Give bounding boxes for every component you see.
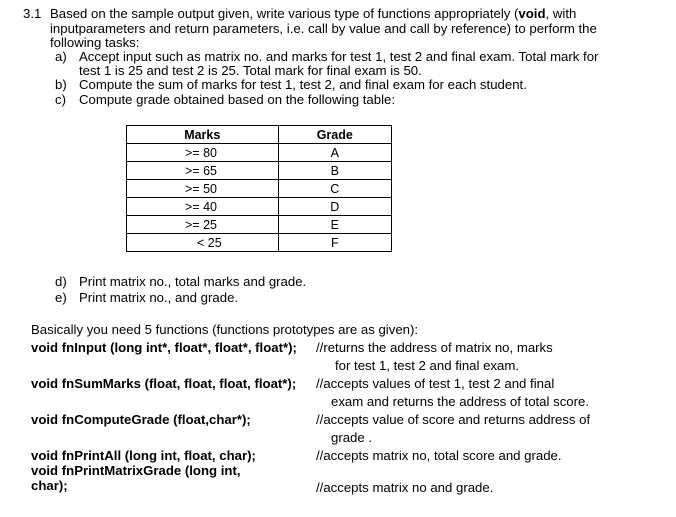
task-a-marker: a) [55,49,67,64]
question-intro-line2: inputparameters and return parameters, i.e. call by value and call by reference) to perform the [50,21,597,36]
grade-cell: D [278,198,391,216]
intro-text-end: , with [545,6,577,21]
table-row [127,180,392,198]
question-number: 3.1 [23,6,42,21]
task-c-marker: c) [55,92,66,107]
prototype-fnprintmatrixgrade-line1: void fnPrintMatrixGrade (long int, [31,463,241,478]
task-e-marker: e) [55,290,67,305]
table-row [127,162,392,180]
intro-void-keyword: void [518,6,546,21]
header-grade: Grade [278,126,391,144]
table-row [127,144,392,162]
prototype-fncomputegrade: void fnComputeGrade (float,char*); [31,412,251,427]
comment-fncomputegrade-line1: //accepts value of score and returns address of [316,412,591,427]
question-intro-line1 [50,6,576,21]
prototype-fnprintmatrixgrade-line2: char); [31,478,68,493]
intro-text: Based on the sample output given, write various type of functions appropriately ( [50,6,519,21]
grade-cell: F [278,234,391,252]
comment-fninput-line2: for test 1, test 2 and final exam. [335,358,519,373]
marks-cell: >= 25 [127,216,279,234]
comment-fnsummarks-line2: exam and returns the address of total score. [331,394,590,409]
grade-table [126,125,392,252]
marks-cell: >= 50 [127,180,279,198]
question-intro-line3: following tasks: [50,35,140,50]
header-marks: Marks [127,126,279,144]
task-e-text: Print matrix no., and grade. [79,290,239,305]
task-a-line1: Accept input such as matrix no. and marks for test 1, test 2 and final exam. Total mark for [79,49,599,64]
task-d-text: Print matrix no., total marks and grade. [79,274,307,289]
table-row [127,198,392,216]
grade-cell: A [278,144,391,162]
comment-fnprintmatrixgrade: //accepts matrix no and grade. [316,480,494,495]
prototype-fninput: void fnInput (long int*, float*, float*, float*); [31,340,297,355]
task-a-line2: test 1 is 25 and test 2 is 25. Total mark for final exam is 50. [79,63,422,78]
grade-cell: B [278,162,391,180]
task-d-marker: d) [55,274,67,289]
prototypes-intro: Basically you need 5 functions (functions prototypes are as given): [31,322,419,337]
prototype-fnprintall: void fnPrintAll (long int, float, char); [31,448,256,463]
marks-cell: >= 40 [127,198,279,216]
marks-cell: >= 80 [127,144,279,162]
task-b-marker: b) [55,77,67,92]
grade-table-header [127,126,392,144]
grade-cell: E [278,216,391,234]
table-row [127,234,392,252]
marks-cell: >= 65 [127,162,279,180]
comment-fnprintall: //accepts matrix no, total score and grade. [316,448,562,463]
grade-cell: C [278,180,391,198]
prototype-fnsummarks: void fnSumMarks (float, float, float, float*); [31,376,297,391]
comment-fncomputegrade-line2: grade . [331,430,373,445]
comment-fninput-line1: //returns the address of matrix no, marks [316,340,553,355]
marks-cell: < 25 [127,234,279,252]
task-b-text: Compute the sum of marks for test 1, test 2, and final exam for each student. [79,77,527,92]
comment-fnsummarks-line1: //accepts values of test 1, test 2 and final [316,376,555,391]
task-c-text: Compute grade obtained based on the following table: [79,92,395,107]
table-row [127,216,392,234]
